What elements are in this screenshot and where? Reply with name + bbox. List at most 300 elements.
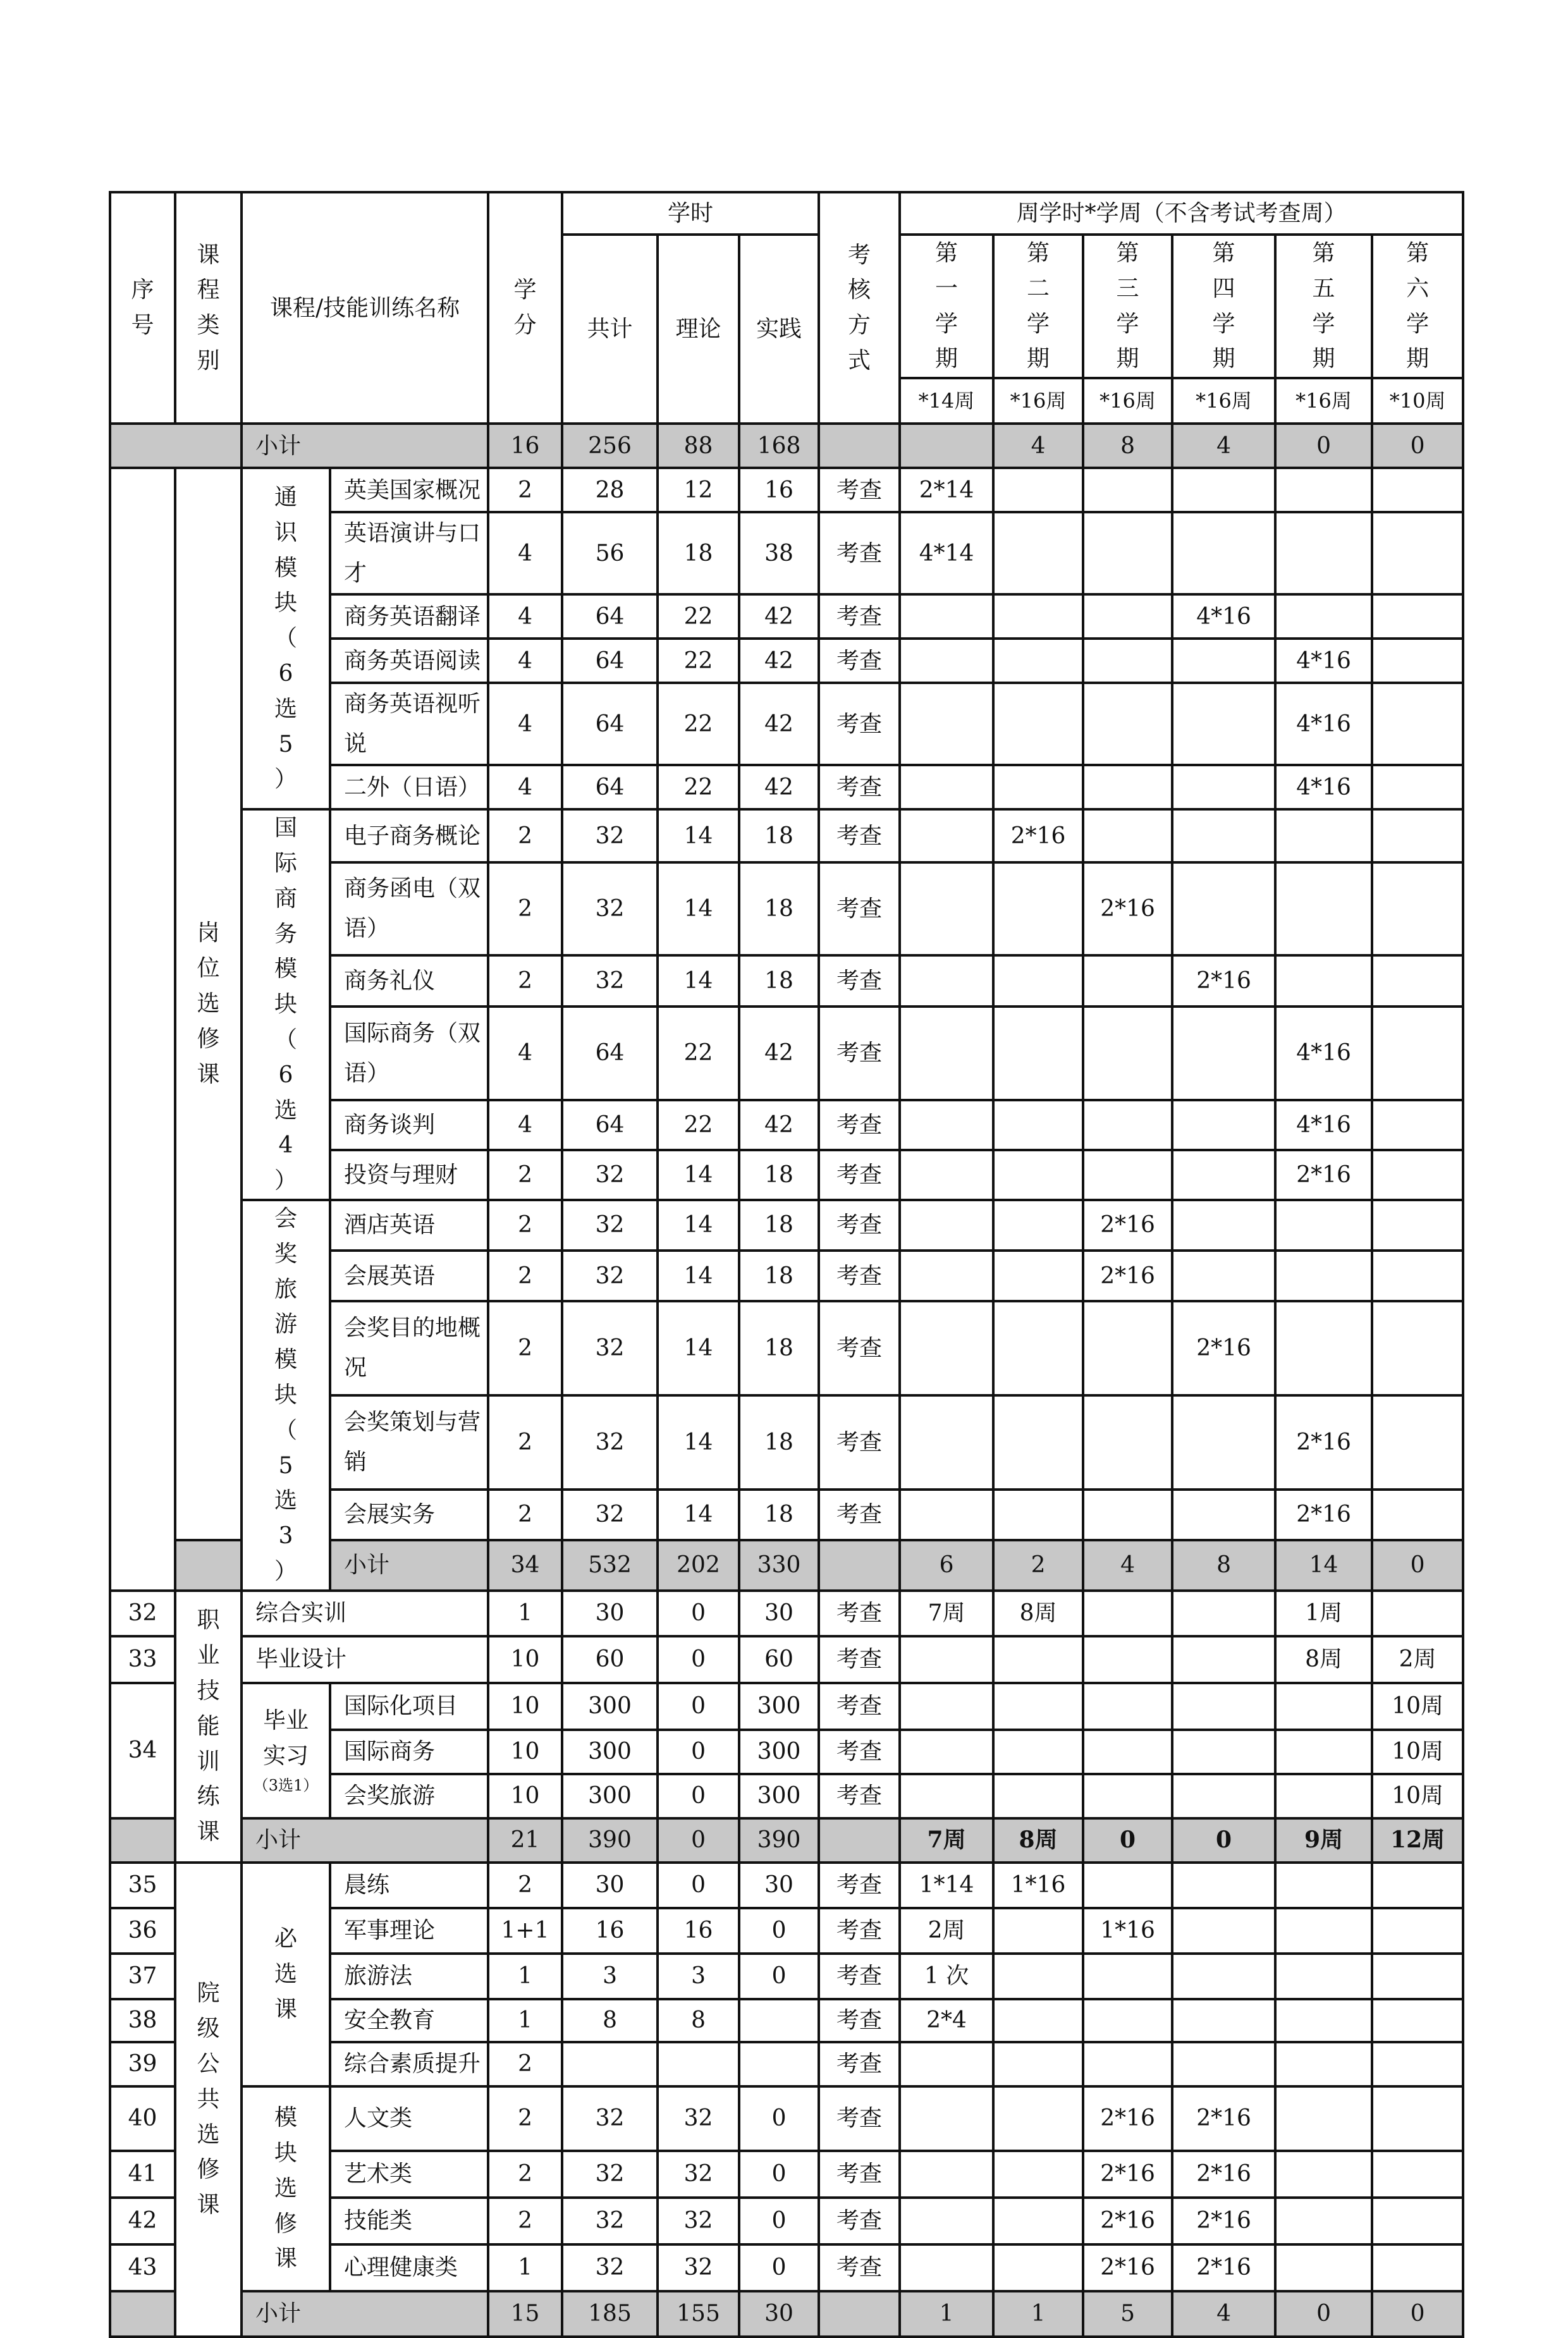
semester-4-cell: 2*16 [1172,2151,1275,2198]
credit-cell: 4 [488,1100,562,1150]
exam-method-cell: 考查 [819,1999,900,2042]
semester-1-cell: 7周 [900,1818,993,1863]
header-weeks-3: *16周 [1083,378,1172,424]
theory-hours-cell: 22 [658,594,739,639]
semester-2-cell: 8周 [993,1818,1083,1863]
header-theory: 理论 [658,235,739,424]
course-name: 英美国家概况 [330,468,488,512]
semester-6-cell [1372,1908,1463,1954]
practice-hours-cell: 18 [739,1395,819,1490]
header-course-name: 课程/技能训练名称 [242,192,488,424]
internship-note: （3选1） [253,1776,319,1794]
semester-6-cell [1372,1954,1463,1999]
semester-1-cell [900,2086,993,2151]
theory-hours-cell: 14 [658,809,739,862]
credit-cell: 2 [488,1863,562,1908]
semester-3-cell [1083,765,1172,809]
subtotal-filler [175,1540,242,1591]
practice-hours-cell [739,2042,819,2086]
semester-5-cell [1275,862,1372,955]
semester-2-cell [993,1301,1083,1395]
internship-label [242,1683,330,1818]
practice-hours-cell: 18 [739,1200,819,1251]
exam-method-cell: 考查 [819,1395,900,1490]
semester-6-cell [1372,2244,1463,2291]
credit-cell: 1+1 [488,1908,562,1954]
theory-hours-cell: 14 [658,1301,739,1395]
semester-3-cell [1083,512,1172,594]
seq-cell: 33 [110,1636,175,1683]
semester-4-cell: 2*16 [1172,2086,1275,2151]
credit-cell: 4 [488,1007,562,1099]
exam-method-cell: 考查 [819,1908,900,1954]
theory-hours-cell: 0 [658,1730,739,1774]
practice-hours-cell: 168 [739,424,819,468]
semester-5-cell [1275,512,1372,594]
semester-6-cell [1372,2151,1463,2198]
practice-hours-cell: 300 [739,1774,819,1818]
total-hours-cell: 32 [562,2151,658,2198]
semester-6-cell [1372,2198,1463,2244]
semester-6-cell [1372,1251,1463,1301]
credit-cell: 2 [488,2198,562,2244]
semester-1-cell [900,683,993,765]
semester-4-cell: 4*16 [1172,594,1275,639]
semester-4-cell [1172,1999,1275,2042]
theory-hours-cell [658,2042,739,2086]
theory-hours-cell: 0 [658,1818,739,1863]
module-mice: 会 奖 旅 游 模 块 （ 5 选 3 ） [242,1200,330,1591]
total-hours-cell: 32 [562,2244,658,2291]
total-hours-cell: 32 [562,1395,658,1490]
exam-method-cell: 考查 [819,862,900,955]
semester-5-cell [1275,2151,1372,2198]
semester-2-cell: 1*16 [993,1863,1083,1908]
practice-hours-cell: 42 [739,1007,819,1099]
theory-hours-cell: 14 [658,1395,739,1490]
theory-hours-cell: 88 [658,424,739,468]
total-hours-cell: 30 [562,1591,658,1636]
practice-hours-cell: 42 [739,639,819,683]
theory-hours-cell: 14 [658,1150,739,1200]
theory-hours-cell: 32 [658,2086,739,2151]
semester-1-cell: 6 [900,1540,993,1591]
semester-2-cell [993,1636,1083,1683]
semester-6-cell [1372,955,1463,1007]
semester-6-cell [1372,468,1463,512]
semester-4-cell [1172,1591,1275,1636]
exam-method-cell: 考查 [819,1683,900,1730]
exam-method-cell: 考查 [819,2244,900,2291]
total-hours-cell: 32 [562,1301,658,1395]
semester-6-cell [1372,2042,1463,2086]
semester-5-cell [1275,2042,1372,2086]
credit-cell: 2 [488,1395,562,1490]
theory-hours-cell: 0 [658,1636,739,1683]
exam-method-cell: 考查 [819,1301,900,1395]
course-name: 英语演讲与口才 [330,512,488,594]
semester-3-cell [1083,1954,1172,1999]
credit-cell: 2 [488,1251,562,1301]
semester-4-cell [1172,639,1275,683]
subtotal-label: 小计 [242,2291,488,2337]
credit-cell: 16 [488,424,562,468]
semester-4-cell [1172,468,1275,512]
exam-method-cell: 考查 [819,1636,900,1683]
category-gangwei: 岗 位 选 修 课 [175,468,242,1539]
exam-method-cell: 考查 [819,639,900,683]
semester-4-cell [1172,2042,1275,2086]
header-weeks-5: *16周 [1275,378,1372,424]
course-name: 商务函电（双语） [330,862,488,955]
header-weeks-1: *14周 [900,378,993,424]
semester-3-cell: 4 [1083,1540,1172,1591]
practice-hours-cell: 18 [739,809,819,862]
semester-4-cell: 2*16 [1172,2244,1275,2291]
total-hours-cell: 32 [562,1150,658,1200]
semester-5-cell [1275,955,1372,1007]
semester-2-cell [993,1150,1083,1200]
semester-2-cell: 4 [993,424,1083,468]
semester-3-cell [1083,1636,1172,1683]
course-name: 会展实务 [330,1490,488,1540]
total-hours-cell: 32 [562,1200,658,1251]
practice-hours-cell: 300 [739,1730,819,1774]
semester-6-cell [1372,809,1463,862]
course-name: 军事理论 [330,1908,488,1954]
semester-4-cell: 2*16 [1172,2198,1275,2244]
exam-method-cell: 考查 [819,1100,900,1150]
credit-cell: 2 [488,1301,562,1395]
semester-3-cell [1083,1150,1172,1200]
practice-hours-cell: 30 [739,1863,819,1908]
header-category: 课 程 类 别 [175,192,242,424]
exam-method-cell: 考查 [819,594,900,639]
semester-4-cell [1172,1490,1275,1540]
course-name: 国际商务 [330,1730,488,1774]
practice-hours-cell: 18 [739,1251,819,1301]
total-hours-cell: 3 [562,1954,658,1999]
semester-3-cell [1083,639,1172,683]
seq-blank [110,468,175,1591]
total-hours-cell: 64 [562,594,658,639]
credit-cell: 4 [488,683,562,765]
semester-5-cell [1275,2086,1372,2151]
semester-5-cell [1275,1730,1372,1774]
semester-5-cell [1275,594,1372,639]
theory-hours-cell: 12 [658,468,739,512]
semester-6-cell [1372,683,1463,765]
semester-6-cell [1372,1100,1463,1150]
theory-hours-cell: 14 [658,1251,739,1301]
semester-3-cell [1083,1999,1172,2042]
semester-4-cell [1172,1954,1275,1999]
total-hours-cell: 64 [562,1007,658,1099]
course-name: 国际商务（双语） [330,1007,488,1099]
course-name: 安全教育 [330,1999,488,2042]
semester-3-cell [1083,1490,1172,1540]
semester-6-cell [1372,1999,1463,2042]
semester-5-cell: 0 [1275,2291,1372,2337]
credit-cell: 2 [488,1490,562,1540]
course-name: 会奖策划与营销 [330,1395,488,1490]
subtotal-exam [819,424,900,468]
theory-hours-cell: 22 [658,1007,739,1099]
semester-6-cell [1372,639,1463,683]
seq-cell: 37 [110,1954,175,1999]
exam-method-cell: 考查 [819,809,900,862]
semester-6-cell [1372,1007,1463,1099]
semester-5-cell: 8周 [1275,1636,1372,1683]
total-hours-cell: 32 [562,1490,658,1540]
semester-3-cell [1083,1591,1172,1636]
course-name: 二外（日语） [330,765,488,809]
practice-hours-cell: 18 [739,862,819,955]
theory-hours-cell: 0 [658,1683,739,1730]
semester-4-cell [1172,1863,1275,1908]
course-name: 人文类 [330,2086,488,2151]
header-weekly-hours: 周学时*学周（不含考试考查周） [900,192,1463,235]
credit-cell: 2 [488,862,562,955]
header-semester-5: 第 五 学 期 [1275,235,1372,378]
semester-3-cell [1083,809,1172,862]
course-name: 技能类 [330,2198,488,2244]
theory-hours-cell: 0 [658,1863,739,1908]
total-hours-cell: 32 [562,809,658,862]
semester-6-cell [1372,1301,1463,1395]
credit-cell: 1 [488,1954,562,1999]
semester-1-cell: 7周 [900,1591,993,1636]
semester-1-cell [900,2198,993,2244]
course-name: 商务礼仪 [330,955,488,1007]
practice-hours-cell: 0 [739,2244,819,2291]
total-hours-cell: 30 [562,1863,658,1908]
semester-3-cell [1083,1301,1172,1395]
credit-cell: 10 [488,1683,562,1730]
semester-4-cell [1172,512,1275,594]
exam-method-cell: 考查 [819,468,900,512]
internship-label-text: 毕业 实习 [262,1708,309,1770]
semester-1-cell [900,424,993,468]
semester-1-cell: 2*4 [900,1999,993,2042]
subtotal-label: 小计 [330,1540,488,1591]
semester-5-cell [1275,2198,1372,2244]
semester-3-cell: 5 [1083,2291,1172,2337]
practice-hours-cell: 42 [739,594,819,639]
course-name: 综合实训 [242,1591,488,1636]
credit-cell: 21 [488,1818,562,1863]
semester-2-cell [993,1683,1083,1730]
semester-2-cell [993,1908,1083,1954]
practice-hours-cell: 30 [739,2291,819,2337]
semester-2-cell [993,2042,1083,2086]
module-general: 通 识 模 块 （ 6 选 5 ） [242,468,330,809]
practice-hours-cell: 18 [739,1490,819,1540]
exam-method-cell: 考查 [819,1007,900,1099]
semester-2-cell [993,639,1083,683]
semester-5-cell [1275,809,1372,862]
course-name: 旅游法 [330,1954,488,1999]
theory-hours-cell: 14 [658,1490,739,1540]
seq-cell: 41 [110,2151,175,2198]
semester-2-cell [993,1490,1083,1540]
credit-cell: 10 [488,1730,562,1774]
semester-4-cell [1172,683,1275,765]
course-name: 综合素质提升 [330,2042,488,2086]
semester-3-cell: 2*16 [1083,2086,1172,2151]
semester-2-cell [993,2244,1083,2291]
semester-2-cell [993,1200,1083,1251]
total-hours-cell: 64 [562,1100,658,1150]
practice-hours-cell: 42 [739,765,819,809]
course-name: 晨练 [330,1863,488,1908]
semester-4-cell [1172,1007,1275,1099]
semester-3-cell [1083,1774,1172,1818]
semester-2-cell [993,1999,1083,2042]
exam-method-cell: 考查 [819,1774,900,1818]
semester-4-cell [1172,862,1275,955]
course-name: 毕业设计 [242,1636,488,1683]
semester-6-cell [1372,1591,1463,1636]
subtotal-label: 小计 [242,424,488,468]
semester-2-cell [993,2151,1083,2198]
header-semester-3: 第 三 学 期 [1083,235,1172,378]
semester-6-cell [1372,512,1463,594]
total-hours-cell: 28 [562,468,658,512]
semester-1-cell: 2周 [900,1908,993,1954]
course-name: 投资与理财 [330,1150,488,1200]
exam-method-cell: 考查 [819,1863,900,1908]
semester-6-cell [1372,1150,1463,1200]
semester-3-cell [1083,1100,1172,1150]
semester-4-cell [1172,1908,1275,1954]
practice-hours-cell: 18 [739,1301,819,1395]
practice-hours-cell: 0 [739,2198,819,2244]
semester-1-cell [900,1490,993,1540]
semester-1-cell [900,1395,993,1490]
semester-6-cell: 10周 [1372,1730,1463,1774]
practice-hours-cell: 30 [739,1591,819,1636]
semester-5-cell [1275,1999,1372,2042]
module-intl-business: 国 际 商 务 模 块 （ 6 选 4 ） [242,809,330,1200]
total-hours-cell: 300 [562,1730,658,1774]
theory-hours-cell: 14 [658,862,739,955]
credit-cell: 1 [488,1591,562,1636]
semester-6-cell: 10周 [1372,1683,1463,1730]
course-name: 商务英语阅读 [330,639,488,683]
semester-4-cell [1172,1730,1275,1774]
semester-1-cell [900,2042,993,2086]
header-semester-6: 第 六 学 期 [1372,235,1463,378]
credit-cell: 4 [488,594,562,639]
subtotal-exam [819,2291,900,2337]
semester-6-cell: 0 [1372,2291,1463,2337]
semester-3-cell: 8 [1083,424,1172,468]
semester-1-cell [900,862,993,955]
semester-5-cell: 2*16 [1275,1395,1372,1490]
theory-hours-cell: 3 [658,1954,739,1999]
semester-2-cell: 2*16 [993,809,1083,862]
total-hours-cell: 56 [562,512,658,594]
semester-1-cell [900,1100,993,1150]
semester-1-cell [900,955,993,1007]
semester-5-cell [1275,1200,1372,1251]
course-name: 商务英语视听说 [330,683,488,765]
course-name: 会展英语 [330,1251,488,1301]
total-hours-cell: 8 [562,1999,658,2042]
semester-3-cell: 2*16 [1083,2244,1172,2291]
semester-2-cell [993,468,1083,512]
semester-1-cell [900,594,993,639]
semester-1-cell [900,1200,993,1251]
required-group-label: 必 选 课 [242,1863,330,2086]
header-weeks-4: *16周 [1172,378,1275,424]
practice-hours-cell: 0 [739,2151,819,2198]
category-yuanji: 院 级 公 共 选 修 课 [175,1863,242,2337]
total-hours-cell: 256 [562,424,658,468]
total-hours-cell: 32 [562,1251,658,1301]
header-semester-4: 第 四 学 期 [1172,235,1275,378]
semester-1-cell [900,639,993,683]
course-name: 会奖目的地概况 [330,1301,488,1395]
semester-4-cell [1172,1395,1275,1490]
semester-6-cell [1372,1395,1463,1490]
semester-6-cell [1372,765,1463,809]
theory-hours-cell: 0 [658,1591,739,1636]
semester-1-cell [900,1150,993,1200]
exam-method-cell: 考查 [819,1490,900,1540]
theory-hours-cell: 22 [658,683,739,765]
module-group-label: 模 块 选 修 课 [242,2086,330,2291]
total-hours-cell: 64 [562,765,658,809]
practice-hours-cell: 330 [739,1540,819,1591]
semester-3-cell [1083,683,1172,765]
semester-1-cell [900,765,993,809]
semester-3-cell: 1*16 [1083,1908,1172,1954]
semester-1-cell [900,2244,993,2291]
total-hours-cell: 32 [562,955,658,1007]
course-name: 电子商务概论 [330,809,488,862]
theory-hours-cell: 14 [658,1200,739,1251]
semester-6-cell: 10周 [1372,1774,1463,1818]
semester-3-cell: 2*16 [1083,2198,1172,2244]
credit-cell: 10 [488,1636,562,1683]
semester-5-cell [1275,1301,1372,1395]
semester-5-cell: 1周 [1275,1591,1372,1636]
semester-6-cell [1372,1863,1463,1908]
total-hours-cell: 532 [562,1540,658,1591]
subtotal-filler [110,2291,175,2337]
semester-4-cell: 8 [1172,1540,1275,1591]
semester-3-cell: 2*16 [1083,862,1172,955]
total-hours-cell [562,2042,658,2086]
subtotal-label: 小计 [242,1818,488,1863]
semester-1-cell [900,1301,993,1395]
exam-method-cell: 考查 [819,1150,900,1200]
exam-method-cell: 考查 [819,2198,900,2244]
seq-cell: 43 [110,2244,175,2291]
seq-cell: 38 [110,1999,175,2042]
theory-hours-cell: 32 [658,2244,739,2291]
semester-4-cell: 4 [1172,2291,1275,2337]
semester-4-cell [1172,1150,1275,1200]
practice-hours-cell: 42 [739,683,819,765]
semester-4-cell [1172,1251,1275,1301]
theory-hours-cell: 16 [658,1908,739,1954]
semester-4-cell [1172,1774,1275,1818]
semester-6-cell [1372,1490,1463,1540]
theory-hours-cell: 22 [658,1100,739,1150]
